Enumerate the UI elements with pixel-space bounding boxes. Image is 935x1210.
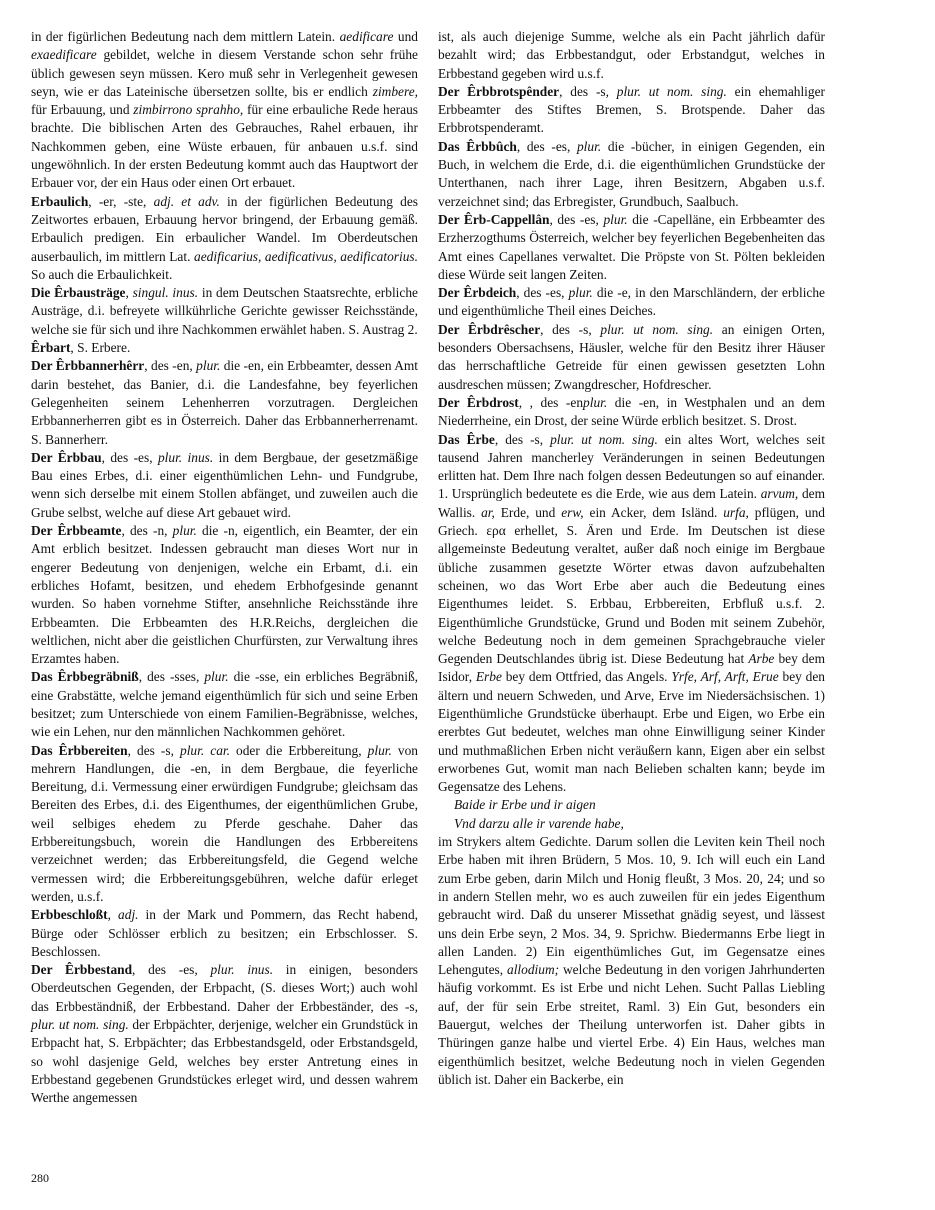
dictionary-entry <box>438 138 825 211</box>
italic-text: aedificarius, aedificativus, aedificatorius. <box>194 248 418 264</box>
italic-text: plur. <box>367 742 392 758</box>
entry-text: , des -s, <box>559 83 617 99</box>
entry-text: , -er, -ste, <box>88 193 154 209</box>
italic-text: plur. inus. <box>157 449 214 465</box>
entry-text: , des -es, <box>549 211 604 227</box>
dictionary-entry <box>31 284 418 339</box>
entry-text: in dem Deutschen Staatsrechte, erbliche Austräge, d.i. befreyete willkührliche Gerichte gewisser Reichsstände, welche sie für sich und ihre Nachkommen erwählet haben. S. Austrag 2. <box>31 285 418 337</box>
headword: Erbbeschloßt <box>31 907 108 923</box>
headword: Der Êrbbestand <box>31 962 133 978</box>
headword: Der Êrbdrost <box>438 394 519 410</box>
entry-text: , , des -en <box>518 394 584 410</box>
entry-text: , des -es, <box>132 962 211 978</box>
entry-text: ein Acker, dem Isländ. <box>583 504 724 520</box>
italic-text: ar, <box>481 504 495 520</box>
entry-text: bey den ältern und neuern Schweden, und Arve, Erve im Niedersächsischen. 1) Eigenthümliche Grundstücke überhaupt. Erbe und Eigen, wo Erbe ein ererbtes Gut bedeutet, welches man ohne Einwilligung seiner Kinder und muthmaßlichen Erben nicht veräußern kann, Eigen aber ein selbst erworbenes Gut, womit man nach Belieben schalten kann; beyde im Gegensatze des Lehens. <box>438 669 825 795</box>
italic-text: plur. <box>196 358 221 374</box>
entry-text: in dem Bergbaue, der gesetzmäßige Bau eines Erbes, d.i. einer eigenthümlichen Lehn- und Fundgrube, wenn sich derselbe mit einem Stollen abfänget, und zuweilen auch die Grube selbst, welche auf diese Art gebauet wird. <box>31 449 419 520</box>
entry-text: im Strykers altem Gedichte. Darum sollen die Leviten kein Theil noch Erbe haben mit ihren Brüdern, 5 Mos. 10, 9. Ich will euch ein Land zum Erbe geben, darin Milch und Honig fleußt, 3 Mos. 20, 24; und so in andern Stellen mehr, wo es auch zuweilen für ein jedes Eigenthum gebraucht wird. Daß du unserer Missethat gnädig seyest, und lässest uns dein Erbe seyn, 2 Mos. 34, 9. Sprichw. Biedermanns Erbe liegt in allen Landen. 2) Ein eigenthümliches Gut, im Gegensatze eines Lehengutes, <box>438 834 825 978</box>
headword: Der Êrbbeamte <box>31 523 122 539</box>
headword: Der Êrb-Cappellân <box>438 211 550 227</box>
italic-text: Erbe <box>475 669 502 685</box>
entry-text: und <box>393 29 418 44</box>
entry-text: die -en, in Westphalen und an dem Niederrheine, ein Drost, der seine Würde erblich besitzet. S. Drost. <box>438 394 826 429</box>
dictionary-entry <box>31 906 418 961</box>
entry-text: ein altes Wort, welches seit tausend Jahren mancherley Veränderungen in seinen Bedeutungen erlitten hat. Dem Ihre nach folgen dessen Bedeutungen so auf einander. 1. Ursprünglich bedeutete es die Erde, wie aus dem Latein. <box>438 431 825 502</box>
entry-text: oder die Erbbereitung, <box>229 742 368 758</box>
italic-text: singul. inus. <box>132 285 199 301</box>
entry-text: dem Wallis. <box>438 486 825 520</box>
entry-text: die -e, in den Marschländern, der erbliche und eigenthümliche Theil eines Deiches. <box>438 285 826 319</box>
entry-text: Erde, und <box>494 504 562 520</box>
italic-text: plur. ut nom. sing. <box>600 321 714 337</box>
italic-text: adj. et adv. <box>153 193 220 209</box>
headword: Das Êrbe <box>438 431 495 447</box>
entry-text: die -en, ein Erbbeamter, dessen Amt darin bestehet, das Banier, d.i. die Landesfahne, bey feyerlichen Gelegenheiten seinem Lehenherren vorzutragen. Dergleichen Erbbannerherren gibt es in Österreich. Daher das Erbbannerherrenamt. S. Bannerherr. <box>31 358 419 447</box>
dictionary-entry <box>31 668 418 741</box>
entry-text: , des -es, <box>516 138 577 154</box>
dictionary-entry <box>31 28 418 193</box>
italic-text: Arbe <box>748 651 775 667</box>
italic-text: plur. <box>583 394 608 410</box>
entry-text: ein ehemahliger Erbbeamter des Stiftes Bremen, S. Brotspende. Daher das Erbbrotspenderamt. <box>438 83 825 136</box>
headword: Erbaulich <box>31 193 89 209</box>
headword: Die Êrbausträge <box>31 285 126 301</box>
entry-text: So auch die Erbaulichkeit. <box>31 266 173 282</box>
page-number: 280 <box>31 1171 49 1185</box>
headword: Der Êrbbau <box>31 449 102 465</box>
entry-text: der Erbpächter, derjenige, welcher ein Grundstück in Erbpacht hat, S. Erbpächter; das Erbbestandsgeld, oder Erbstandsgeld, so wohl dasjenige Geld, welches bey erster Antretung eines in Erbbestand gegebenen Grundstückes erleget wird, und dessen wahrem Werthe angemessen <box>31 1017 418 1106</box>
headword: Der Êrbbrotspênder <box>438 83 560 99</box>
entry-text: , des -s, <box>540 321 601 337</box>
entry-text: die -n, eigentlich, ein Beamter, der ein Amt erblich besitzet. Indessen gebraucht man dieses Wort nur in engerer Bedeutung von denjenigen, welche ein Erbamt, d.i. ein erbliches Hofamt, besitzen, und ehedem Erbhofgesinde genannt wurden. So haben vornehme Stifter, ansehnliche Reichsstände ihre Erbbeamten. Die Erbbeamten des H.R.Reichs, dergleichen die weltlichen, nicht aber die geistlichen Churfürsten, zur Verwaltung ihres Erzamtes haben. <box>31 523 418 667</box>
italic-text: zimbirrono sprahho, <box>133 102 244 118</box>
left-column <box>31 28 418 1108</box>
dictionary-entry <box>438 394 825 431</box>
headword: Êrbart <box>31 340 71 356</box>
italic-text: plur. <box>204 669 229 685</box>
headword: Das Êrbbereiten <box>31 742 128 758</box>
right-column <box>438 28 825 1089</box>
dictionary-entry <box>438 83 825 138</box>
entry-text: an einigen Orten, besonders Obersachsens, Häusler, welche für den Besitz ihrer Häuser das herrschaftliche Getreide für einen gewissen gesetzten Lohn ausdreschen müssen; Zwangdrescher, Hofdrescher. <box>438 321 825 392</box>
headword: Der Êrbdeich <box>438 285 517 301</box>
italic-text: plur. inus. <box>210 962 274 978</box>
dictionary-entry <box>438 284 825 321</box>
entry-text: , <box>125 285 133 301</box>
italic-text: plur. <box>576 138 602 154</box>
italic-text: plur. ut nom. sing. <box>31 1017 129 1033</box>
headword: Das Êrbbûch <box>438 138 517 154</box>
dictionary-entry <box>31 449 418 522</box>
entry-text: Vnd darzu alle ir varende habe, <box>454 815 624 831</box>
verse-line <box>438 815 825 833</box>
entry-text: , des -es, <box>516 285 569 301</box>
entry-text: die -Capelläne, ein Erbbeamter des Erzherzogthums Österreich, welcher bey feyerlichen Begebenheiten das Amt eines Capellanes verwaltet. Die Pröpste von St. Pölten bekleiden diese Würde seit langen Zeiten. <box>438 211 826 282</box>
entry-text: , des -n, <box>121 523 173 539</box>
entry-text: pflügen, und Griech. ερα erhellet, S. Ären und Erde. Im Deutschen ist diese allgemeinste Bedeutung veraltet, außer daß noch einige im Bergbaue übliche zusammen gesetzte Wörter etwas davon aufzubehalten scheinen, wo das Wort Erbe aber auch die Bedeutung eines Eigenthumes leidet. S. Erbbau, Erbbereiten, Erbfluß u.s.f. 2. Eigenthümliche Grundstücke, Grund und Boden mit seinem Zubehör, welche Bedeutung noch in dem gemeinen Sprachgebrauche vieler Gegenden Deutschlandes übrig ist. Diese Bedeutung hat <box>438 504 825 667</box>
italic-text: aedificare <box>339 29 394 44</box>
italic-text: plur. car. <box>180 742 230 758</box>
dictionary-entry <box>438 28 825 83</box>
dictionary-entry <box>438 833 825 1089</box>
entry-text: , des -s, <box>127 742 180 758</box>
entry-text: , des -s, <box>494 431 551 447</box>
entry-text: welche Bedeutung in den vorigen Jahrhunderten häufig vorkommt. Es ist Erbe und nicht Lehen. Sucht Pallas Liebling auf, der für sein Erbe streitet, Raml. 3) Ein Gut, besonders ein Bauergut, welches der Theilung unterworfen ist. Daher gibts in Thüringen ganze halbe und viertel Erbe. 4) Ein Haus, welches man eigenthümlich besitzet, welche Bedeutung noch in vielen Gegenden üblich ist. Daher ein Backerbe, ein <box>438 962 826 1087</box>
entry-text: in der Mark und Pommern, das Recht habend, Bürge oder Schlösser erblich zu besitzen; ein Erbschlosser. S. Beschlossen. <box>31 907 419 959</box>
italic-text: adj. <box>118 907 139 923</box>
entry-text: , des -en, <box>144 358 197 374</box>
headword: Das Êrbbegräbniß <box>31 669 139 685</box>
dictionary-entry <box>438 431 825 797</box>
entry-text: , <box>107 907 119 923</box>
italic-text: urfa, <box>723 504 749 520</box>
italic-text: arvum, <box>760 486 799 502</box>
italic-text: exaedificare <box>31 47 97 63</box>
headword: Der Êrbbannerhêrr <box>31 358 145 374</box>
italic-text: plur. <box>568 285 593 301</box>
entry-text: bey dem Ottfried, das Angels. <box>501 669 672 685</box>
entry-text: in der figürlichen Bedeutung des Zeitwortes erbauen, Erbauung hervor bringend, der Erbauung gemäß. Erbaulich predigen. Ein erbaulicher Wandel. Im Oberdeutschen auserbaulich, im mittlern Lat. <box>31 193 418 264</box>
entry-text: in der figürlichen Bedeutung nach dem mittlern Latein. <box>31 29 340 44</box>
italic-text: plur. <box>603 211 628 227</box>
italic-text: erw, <box>561 504 584 520</box>
entry-text: bey dem Isidor, <box>438 651 825 685</box>
italic-text: zimbere, <box>372 83 418 99</box>
entry-text: von mehrern Handlungen, die -en, in dem Bergbaue, die feyerliche Bereitung, d.i. Vermessung einer erwürdigen Fundgrube; gleichsam das Bereiten des Erbes, d.i. des Eigenthumes, der eigenthümlichen Grube, weil selbiges ehedem zu Pferde geschahe. Daher das Erbbereitungsbuch, worein die Handlungen des Erbbereitens verzeichnet werden; das Erbbereitungsfeld, die Gegend welche vermessen wird; die Erbbereitungsgebühren, welche dafür erleget werden, u.s.f. <box>31 742 418 904</box>
italic-text: Yrfe, Arf, Arft, Erue <box>671 669 779 685</box>
dictionary-entry <box>31 339 418 357</box>
dictionary-entry <box>31 357 418 448</box>
verse-line <box>438 796 825 814</box>
entry-text: , S. Erbere. <box>70 340 131 356</box>
italic-text: allodium; <box>507 962 560 978</box>
headword: Der Êrbdrêscher <box>438 321 541 337</box>
italic-text: plur. ut nom. sing. <box>550 431 658 447</box>
entry-text: , des -sses, <box>138 669 205 685</box>
entry-text: die -bücher, in einigen Gegenden, ein Buch, in welchem die Erde, d.i. die eigenthümlichen Grundstücke der Unterthanen, nach ihrer Lage, ihren Besitzern, Abgaben u.s.f. verzeichnet sind; das Erbregister, Grundbuch, Saalbuch. <box>438 138 825 209</box>
dictionary-entry <box>31 522 418 668</box>
entry-text: für Erbauung, und <box>31 102 134 118</box>
entry-text: die -sse, ein erbliches Begräbniß, eine Grabstätte, welche jemand eigenthümlich für sich und seine Erben besitzet; zum Unterschiede von einem Familien-Begräbnisse, welches, wie ein Lehen, nur den männlichen Nachkommen gehöret. <box>31 669 418 740</box>
entry-text: für eine erbauliche Rede heraus brachte. Die biblischen Arten des Gebrauches, Rahel erbauen, ihr Nachkommen geben, eine Wüste erbauen, für anbauen u.s.f. sind ungewöhnlich. In der ersten Bedeutung kommt auch das Hauptwort der Erbauer vor, der ein Haus oder einen Ort erbauet. <box>31 102 418 191</box>
dictionary-entry <box>31 193 418 284</box>
dictionary-entry <box>438 321 825 394</box>
entry-text: in einigen, besonders Oberdeutschen Gegenden, der Erbpacht, (S. dieses Wort;) auch wohl das Erbbeständniß, der Erbbestand. Daher der Erbbeständer, des -s, <box>31 962 419 1014</box>
dictionary-entry <box>31 742 418 907</box>
entry-text: gebildet, welche in diesem Verstande schon sehr frühe üblich gewesen seyn müssen. Kero muß sehr in Verlegenheit gewesen seyn, wie er das Lateinische übersetzen sollte, bis er endlich <box>31 47 418 99</box>
italic-text: plur. ut nom. sing. <box>616 83 727 99</box>
dictionary-entry <box>438 211 825 284</box>
entry-text: Baide ir Erbe und ir aigen <box>454 797 596 813</box>
entry-text: , des -es, <box>101 449 158 465</box>
dictionary-entry <box>31 961 418 1107</box>
entry-text: ist, als auch diejenige Summe, welche als ein Pacht jährlich dafür bezahlt wird; das Erbbestandgut, oder Erbstandgut, welches in Erbbestand gegeben wird u.s.f. <box>438 29 825 81</box>
italic-text: plur. <box>172 523 197 539</box>
